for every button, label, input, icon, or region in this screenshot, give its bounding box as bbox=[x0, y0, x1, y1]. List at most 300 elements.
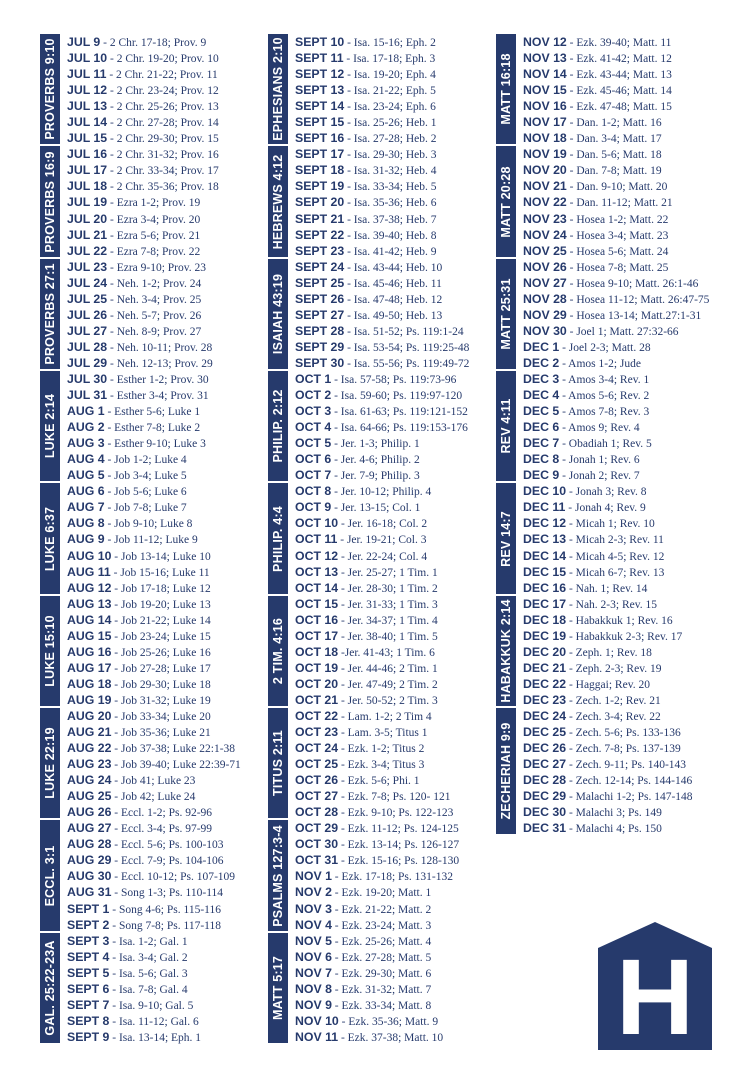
reading-date: OCT 11 bbox=[295, 532, 338, 547]
reading-entry bbox=[67, 227, 267, 243]
reading-entry bbox=[67, 692, 267, 708]
verse-bar bbox=[268, 34, 288, 146]
reading-entry bbox=[295, 291, 495, 307]
reading-entry bbox=[67, 114, 267, 130]
reading-date: NOV 7 bbox=[295, 965, 332, 980]
reading-date: OCT 29 bbox=[295, 821, 339, 836]
reading-date: AUG 14 bbox=[67, 612, 112, 627]
reading-entry bbox=[523, 323, 723, 339]
reading-entry bbox=[67, 162, 267, 178]
reading-date: OCT 24 bbox=[295, 741, 339, 756]
reading-passages: - Isa. 47-48; Heb. 12 bbox=[344, 293, 443, 306]
reading-list bbox=[523, 34, 723, 836]
reading-date: NOV 21 bbox=[523, 179, 567, 194]
reading-date: NOV 30 bbox=[523, 323, 567, 338]
reading-date: DEC 18 bbox=[523, 612, 567, 627]
reading-date: OCT 6 bbox=[295, 452, 332, 467]
reading-entry bbox=[67, 66, 267, 82]
reading-passages: - Esther 3-4; Prov. 31 bbox=[107, 390, 209, 403]
reading-date: AUG 11 bbox=[67, 564, 111, 579]
reading-date: NOV 28 bbox=[523, 291, 567, 306]
reading-entry bbox=[295, 868, 495, 884]
reading-entry bbox=[523, 66, 723, 82]
reading-date: OCT 16 bbox=[295, 612, 339, 627]
reading-entry bbox=[67, 146, 267, 162]
reading-passages: - 2 Chr. 21-22; Prov. 11 bbox=[106, 69, 218, 82]
reading-date: SEPT 2 bbox=[67, 917, 110, 932]
reading-date: JUL 18 bbox=[67, 179, 108, 194]
reading-date: AUG 8 bbox=[67, 516, 105, 531]
reading-entry bbox=[295, 692, 495, 708]
reading-date: DEC 10 bbox=[523, 484, 567, 499]
reading-entry bbox=[523, 259, 723, 275]
reading-entry bbox=[67, 917, 267, 933]
reading-date: OCT 28 bbox=[295, 805, 339, 820]
reading-passages: - Ezk. 1-2; Titus 2 bbox=[338, 743, 425, 756]
reading-entry bbox=[523, 178, 723, 194]
reading-entry bbox=[295, 612, 495, 628]
reading-date: DEC 27 bbox=[523, 757, 567, 772]
reading-entry bbox=[523, 435, 723, 451]
reading-date: SEPT 20 bbox=[295, 195, 345, 210]
reading-passages: - 2 Chr. 17-18; Prov. 9 bbox=[100, 37, 207, 49]
reading-date: OCT 2 bbox=[295, 388, 332, 403]
reading-date: SEPT 11 bbox=[295, 51, 344, 66]
reading-date: NOV 22 bbox=[523, 195, 567, 210]
reading-passages: - Job 29-30; Luke 18 bbox=[111, 678, 211, 691]
reading-entry bbox=[67, 467, 267, 483]
reading-passages: - Malachi 3; Ps. 149 bbox=[566, 807, 662, 820]
reading-passages: - Isa. 25-26; Heb. 1 bbox=[344, 117, 437, 130]
reading-passages: -Jer. 41-43; 1 Tim. 6 bbox=[338, 646, 435, 659]
reading-entry bbox=[67, 788, 267, 804]
verse-bar bbox=[40, 483, 60, 595]
reading-entry bbox=[67, 371, 267, 387]
reading-date: SEPT 15 bbox=[295, 115, 345, 130]
reading-passages: - Haggai; Rev. 20 bbox=[566, 678, 650, 691]
reading-passages: - Isa. 31-32; Heb. 4 bbox=[344, 165, 437, 178]
reading-date: AUG 4 bbox=[67, 452, 105, 467]
reading-passages: - Jer. 47-49; 2 Tim. 2 bbox=[338, 678, 438, 691]
reading-date: AUG 25 bbox=[67, 789, 112, 804]
reading-passages: - Jer. 1-3; Philip. 1 bbox=[331, 438, 420, 451]
reading-passages: - Isa. 7-8; Gal. 4 bbox=[109, 983, 188, 996]
reading-entry bbox=[523, 628, 723, 644]
reading-passages: - Song 7-8; Ps. 117-118 bbox=[109, 919, 221, 932]
reading-entry bbox=[523, 194, 723, 210]
reading-passages: - Micah 2-3; Rev. 11 bbox=[566, 534, 664, 547]
reading-date: AUG 27 bbox=[67, 821, 112, 836]
reading-passages: - Jer. 50-52; 2 Tim. 3 bbox=[338, 694, 438, 707]
reading-date: AUG 16 bbox=[67, 644, 112, 659]
reading-date: NOV 19 bbox=[523, 147, 567, 162]
reading-date: SEPT 19 bbox=[295, 179, 345, 194]
reading-passages: - Neh. 8-9; Prov. 27 bbox=[107, 325, 202, 338]
reading-passages: - Isa. 61-63; Ps. 119:121-152 bbox=[331, 406, 468, 419]
reading-entry bbox=[523, 612, 723, 628]
reading-passages: - Song 1-3; Ps. 110-114 bbox=[111, 887, 224, 900]
reading-entry bbox=[67, 387, 267, 403]
reading-date: AUG 18 bbox=[67, 676, 112, 691]
reading-passages: - Hosea 11-12; Matt. 26:47-75 bbox=[566, 293, 710, 306]
reading-passages: - Jer. 38-40; 1 Tim. 5 bbox=[338, 630, 438, 643]
reading-entry bbox=[67, 130, 267, 146]
reading-passages: - Job 5-6; Luke 6 bbox=[104, 486, 187, 499]
reading-entry bbox=[523, 676, 723, 692]
reading-passages: - Ezra 5-6; Prov. 21 bbox=[107, 229, 201, 242]
reading-entry bbox=[523, 515, 723, 531]
reading-entry bbox=[67, 403, 267, 419]
reading-entry bbox=[523, 355, 723, 371]
reading-entry bbox=[295, 564, 495, 580]
reading-passages: - Job 23-24; Luke 15 bbox=[111, 630, 211, 643]
reading-date: OCT 8 bbox=[295, 484, 332, 499]
reading-passages: - Neh. 12-13; Prov. 29 bbox=[107, 357, 213, 370]
verse-bar-label: MATT 25:31 bbox=[499, 278, 513, 350]
reading-entry bbox=[67, 98, 267, 114]
reading-passages: - 2 Chr. 31-32; Prov. 16 bbox=[107, 149, 219, 162]
reading-entry bbox=[523, 162, 723, 178]
reading-date: NOV 5 bbox=[295, 933, 332, 948]
reading-date: NOV 29 bbox=[523, 307, 567, 322]
reading-passages: - Amos 9; Rev. 4 bbox=[559, 422, 640, 435]
reading-passages: - Job 21-22; Luke 14 bbox=[111, 614, 211, 627]
reading-passages: - Ezra 7-8; Prov. 22 bbox=[107, 245, 201, 258]
verse-bar-label: LUKE 15:10 bbox=[43, 615, 57, 687]
reading-entry bbox=[295, 917, 495, 933]
reading-date: SEPT 28 bbox=[295, 323, 345, 338]
reading-passages: - Isa. 21-22; Eph. 5 bbox=[344, 85, 436, 98]
reading-entry bbox=[67, 483, 267, 499]
reading-date: SEPT 23 bbox=[295, 243, 345, 258]
reading-entry bbox=[295, 339, 495, 355]
reading-entry bbox=[523, 531, 723, 547]
reading-passages: - Amos 1-2; Jude bbox=[559, 357, 641, 370]
reading-entry bbox=[67, 949, 267, 965]
reading-entry bbox=[295, 419, 495, 435]
reading-entry bbox=[295, 387, 495, 403]
reading-passages: - Isa. 41-42; Heb. 9 bbox=[344, 245, 437, 258]
reading-passages: - Lam. 3-5; Titus 1 bbox=[338, 727, 428, 740]
reading-date: OCT 13 bbox=[295, 564, 339, 579]
verse-bar-label: GAL. 25:22-23A bbox=[43, 940, 57, 1036]
reading-passages: - Isa. 51-52; Ps. 119:1-24 bbox=[344, 325, 464, 338]
reading-entry bbox=[523, 580, 723, 596]
reading-date: DEC 30 bbox=[523, 805, 567, 820]
reading-passages: - Job 27-28; Luke 17 bbox=[111, 662, 211, 675]
reading-passages: - Ezk. 3-4; Titus 3 bbox=[338, 759, 425, 772]
reading-date: DEC 17 bbox=[523, 596, 567, 611]
reading-date: DEC 8 bbox=[523, 452, 560, 467]
reading-entry bbox=[295, 756, 495, 772]
reading-entry bbox=[523, 130, 723, 146]
reading-entry bbox=[295, 467, 495, 483]
verse-bar bbox=[40, 820, 60, 932]
reading-entry bbox=[295, 660, 495, 676]
reading-passages: - Zech. 12-14; Ps. 144-146 bbox=[566, 775, 693, 788]
reading-date: AUG 13 bbox=[67, 596, 112, 611]
reading-passages: - Ezk. 27-28; Matt. 5 bbox=[331, 951, 432, 964]
reading-entry bbox=[67, 82, 267, 98]
reading-entry bbox=[295, 162, 495, 178]
reading-passages: - Amos 5-6; Rev. 2 bbox=[559, 390, 650, 403]
reading-date: AUG 9 bbox=[67, 532, 105, 547]
reading-passages: - Zech. 1-2; Rev. 21 bbox=[566, 694, 661, 707]
verse-bar bbox=[40, 146, 60, 258]
reading-entry bbox=[295, 820, 495, 836]
reading-date: JUL 29 bbox=[67, 355, 108, 370]
logo-letter: H bbox=[616, 936, 694, 1050]
reading-entry bbox=[523, 307, 723, 323]
reading-entry bbox=[67, 965, 267, 981]
verse-bar-label: MATT 16:18 bbox=[499, 53, 513, 125]
reading-entry bbox=[295, 275, 495, 291]
reading-date: AUG 2 bbox=[67, 420, 105, 435]
reading-passages: - Isa. 55-56; Ps. 119:49-72 bbox=[344, 357, 470, 370]
reading-passages: - Ezk. 39-40; Matt. 11 bbox=[566, 37, 672, 49]
reading-passages: - Micah 4-5; Rev. 12 bbox=[566, 550, 665, 563]
reading-entry bbox=[295, 66, 495, 82]
reading-date: SEPT 3 bbox=[67, 933, 110, 948]
reading-passages: - Ezk. 45-46; Matt. 14 bbox=[566, 85, 672, 98]
reading-entry bbox=[67, 564, 267, 580]
reading-date: SEPT 17 bbox=[295, 147, 345, 162]
reading-passages: - Ezra 9-10; Prov. 23 bbox=[107, 261, 207, 274]
reading-passages: - Ezk. 7-8; Ps. 120- 121 bbox=[338, 791, 451, 804]
reading-passages: - Job 19-20; Luke 13 bbox=[111, 598, 211, 611]
reading-date: JUL 9 bbox=[67, 35, 101, 49]
reading-passages: - Job 33-34; Luke 20 bbox=[111, 710, 211, 723]
reading-date: DEC 1 bbox=[523, 339, 560, 354]
reading-passages: - Job 42; Luke 24 bbox=[111, 791, 196, 804]
verse-bar-label: REV 4:11 bbox=[499, 398, 513, 454]
reading-passages: - Isa. 17-18; Eph. 3 bbox=[343, 53, 436, 66]
reading-passages: - 2 Chr. 25-26; Prov. 13 bbox=[107, 101, 219, 114]
reading-passages: - Micah 6-7; Rev. 13 bbox=[566, 566, 665, 579]
reading-passages: - Job 9-10; Luke 8 bbox=[104, 518, 193, 531]
reading-date: DEC 5 bbox=[523, 404, 560, 419]
reading-date: JUL 31 bbox=[67, 388, 108, 403]
reading-passages: - Ezk. 41-42; Matt. 12 bbox=[566, 53, 672, 66]
reading-entry bbox=[523, 788, 723, 804]
reading-entry bbox=[295, 227, 495, 243]
reading-passages: - Job 15-16; Luke 11 bbox=[110, 566, 210, 579]
reading-date: NOV 18 bbox=[523, 131, 567, 146]
reading-passages: - Zeph. 1; Rev. 18 bbox=[566, 646, 652, 659]
reading-entry bbox=[295, 901, 495, 917]
reading-passages: - Isa. 35-36; Heb. 6 bbox=[344, 197, 437, 210]
reading-date: NOV 1 bbox=[295, 869, 332, 884]
reading-entry bbox=[67, 612, 267, 628]
reading-entry bbox=[523, 211, 723, 227]
reading-passages: - Nah. 2-3; Rev. 15 bbox=[566, 598, 657, 611]
reading-passages: - Isa. 49-50; Heb. 13 bbox=[344, 309, 443, 322]
reading-entry bbox=[523, 50, 723, 66]
reading-passages: - Jonah 4; Rev. 9 bbox=[565, 502, 646, 515]
reading-entry bbox=[295, 804, 495, 820]
reading-date: NOV 15 bbox=[523, 83, 567, 98]
verse-bar-label: EPHESIANS 2:10 bbox=[271, 37, 285, 141]
reading-passages: - Job 37-38; Luke 22:1-38 bbox=[111, 743, 236, 756]
reading-passages: - Esther 9-10; Luke 3 bbox=[104, 438, 206, 451]
verse-bar bbox=[268, 371, 288, 483]
reading-passages: - Ezk. 47-48; Matt. 15 bbox=[566, 101, 672, 114]
reading-entry bbox=[523, 756, 723, 772]
reading-date: DEC 20 bbox=[523, 644, 567, 659]
reading-date: AUG 31 bbox=[67, 885, 112, 900]
reading-date: NOV 14 bbox=[523, 67, 567, 82]
verse-bar-label: HABAKKUK 2:14 bbox=[499, 599, 513, 703]
reading-entry bbox=[295, 98, 495, 114]
reading-entry bbox=[67, 1029, 267, 1045]
reading-passages: - Isa. 29-30; Heb. 3 bbox=[344, 149, 437, 162]
reading-entry bbox=[295, 403, 495, 419]
reading-date: SEPT 4 bbox=[67, 949, 110, 964]
reading-date: DEC 11 bbox=[523, 500, 566, 515]
reading-date: JUL 24 bbox=[67, 275, 108, 290]
reading-passages: - Job 11-12; Luke 9 bbox=[104, 534, 198, 547]
reading-date: DEC 22 bbox=[523, 676, 567, 691]
reading-date: DEC 6 bbox=[523, 420, 560, 435]
reading-date: JUL 30 bbox=[67, 371, 108, 386]
reading-entry bbox=[67, 981, 267, 997]
reading-passages: - Hosea 9-10; Matt. 26:1-46 bbox=[566, 277, 699, 290]
reading-entry bbox=[523, 98, 723, 114]
reading-entry bbox=[523, 660, 723, 676]
reading-passages: - Dan. 9-10; Matt. 20 bbox=[566, 181, 668, 194]
reading-entry bbox=[67, 34, 267, 50]
reading-entry bbox=[523, 291, 723, 307]
reading-date: NOV 16 bbox=[523, 99, 567, 114]
reading-entry bbox=[295, 580, 495, 596]
reading-passages: - Habakkuk 1; Rev. 16 bbox=[566, 614, 673, 627]
reading-passages: - Dan. 1-2; Matt. 16 bbox=[566, 117, 662, 130]
verse-bar bbox=[268, 483, 288, 595]
reading-date: SEPT 25 bbox=[295, 275, 345, 290]
reading-entry bbox=[523, 339, 723, 355]
reading-passages: - 2 Chr. 19-20; Prov. 10 bbox=[107, 53, 219, 66]
reading-passages: - Isa. 45-46; Heb. 11 bbox=[344, 277, 442, 290]
reading-entry bbox=[295, 355, 495, 371]
reading-date: SEPT 13 bbox=[295, 83, 345, 98]
reading-passages: - Ezk. 37-38; Matt. 10 bbox=[338, 1031, 444, 1044]
reading-entry bbox=[523, 387, 723, 403]
reading-entry bbox=[67, 323, 267, 339]
verse-bar bbox=[496, 34, 516, 146]
reading-date: OCT 25 bbox=[295, 757, 339, 772]
reading-list bbox=[295, 34, 495, 1045]
reading-date: NOV 26 bbox=[523, 259, 567, 274]
reading-date: JUL 17 bbox=[67, 163, 108, 178]
reading-passages: - Amos 3-4; Rev. 1 bbox=[559, 373, 650, 386]
reading-passages: - Isa. 39-40; Heb. 8 bbox=[344, 229, 437, 242]
reading-date: SEPT 18 bbox=[295, 163, 345, 178]
reading-entry bbox=[295, 211, 495, 227]
reading-passages: - Dan. 5-6; Matt. 18 bbox=[566, 149, 662, 162]
reading-entry bbox=[295, 788, 495, 804]
verse-bar-label: LUKE 22:19 bbox=[43, 727, 57, 800]
reading-date: NOV 12 bbox=[523, 35, 567, 49]
reading-entry bbox=[523, 564, 723, 580]
reading-entry bbox=[67, 596, 267, 612]
verse-bar-label: MATT 5:17 bbox=[271, 955, 285, 1021]
reading-passages: - Ezk. 25-26; Matt. 4 bbox=[331, 935, 432, 948]
reading-date: DEC 15 bbox=[523, 564, 567, 579]
reading-date: OCT 5 bbox=[295, 436, 332, 451]
verse-bar bbox=[496, 708, 516, 836]
reading-entry bbox=[295, 323, 495, 339]
reading-date: OCT 12 bbox=[295, 548, 339, 563]
reading-entry bbox=[523, 692, 723, 708]
reading-date: JUL 12 bbox=[67, 83, 108, 98]
reading-passages: - Lam. 1-2; 2 Tim 4 bbox=[338, 710, 432, 723]
reading-date: SEPT 29 bbox=[295, 339, 345, 354]
reading-entry bbox=[295, 515, 495, 531]
reading-entry bbox=[295, 965, 495, 981]
reading-entry bbox=[295, 933, 495, 949]
reading-passages: - Jer. 22-24; Col. 4 bbox=[338, 550, 428, 563]
reading-passages: - Isa. 59-60; Ps. 119:97-120 bbox=[331, 390, 463, 403]
reading-entry bbox=[295, 82, 495, 98]
reading-entry bbox=[295, 50, 495, 66]
reading-date: SEPT 1 bbox=[67, 901, 110, 916]
reading-entry bbox=[295, 307, 495, 323]
reading-entry bbox=[523, 34, 723, 50]
reading-passages: - Isa. 64-66; Ps. 119:153-176 bbox=[331, 422, 468, 435]
reading-passages: - Job 3-4; Luke 5 bbox=[104, 470, 187, 483]
verse-bar bbox=[496, 259, 516, 371]
reading-entry bbox=[523, 451, 723, 467]
reading-date: OCT 1 bbox=[295, 371, 332, 386]
reading-entry bbox=[67, 852, 267, 868]
verse-bar-label: PSALMS 127:3-4 bbox=[271, 824, 285, 927]
reading-passages: - Jer. 25-27; 1 Tim. 1 bbox=[338, 566, 438, 579]
reading-entry bbox=[67, 724, 267, 740]
reading-passages: - 2 Chr. 35-36; Prov. 18 bbox=[107, 181, 219, 194]
reading-entry bbox=[67, 1013, 267, 1029]
reading-date: NOV 4 bbox=[295, 917, 332, 932]
reading-passages: - 2 Chr. 33-34; Prov. 17 bbox=[107, 165, 219, 178]
reading-date: AUG 20 bbox=[67, 708, 112, 723]
reading-date: NOV 20 bbox=[523, 163, 567, 178]
reading-date: DEC 9 bbox=[523, 468, 560, 483]
reading-entry bbox=[295, 949, 495, 965]
reading-date: NOV 17 bbox=[523, 115, 567, 130]
reading-entry bbox=[67, 644, 267, 660]
reading-passages: - Ezk. 29-30; Matt. 6 bbox=[331, 967, 432, 980]
reading-entry bbox=[523, 596, 723, 612]
reading-passages: - Isa. 57-58; Ps. 119:73-96 bbox=[331, 373, 457, 386]
reading-entry bbox=[523, 467, 723, 483]
reading-date: OCT 14 bbox=[295, 580, 339, 595]
reading-date: AUG 19 bbox=[67, 692, 112, 707]
reading-passages: - Joel 1; Matt. 27:32-66 bbox=[566, 325, 679, 338]
reading-passages: - 2 Chr. 23-24; Prov. 12 bbox=[107, 85, 219, 98]
reading-entry bbox=[67, 531, 267, 547]
reading-passages: - Malachi 4; Ps. 150 bbox=[566, 823, 662, 836]
verse-bar-label: PROVERBS 9:10 bbox=[43, 38, 57, 140]
reading-passages: - Obadiah 1; Rev. 5 bbox=[559, 438, 652, 451]
reading-passages: - Nah. 1; Rev. 14 bbox=[566, 582, 648, 595]
verse-bar-label: ECCL. 3:1 bbox=[43, 845, 57, 907]
reading-entry bbox=[67, 676, 267, 692]
reading-passages: - Joel 2-3; Matt. 28 bbox=[559, 341, 651, 354]
reading-passages: - Ezk. 21-22; Matt. 2 bbox=[331, 903, 432, 916]
reading-date: JUL 10 bbox=[67, 51, 108, 66]
reading-entry bbox=[67, 435, 267, 451]
reading-date: DEC 7 bbox=[523, 436, 560, 451]
reading-entry bbox=[295, 483, 495, 499]
